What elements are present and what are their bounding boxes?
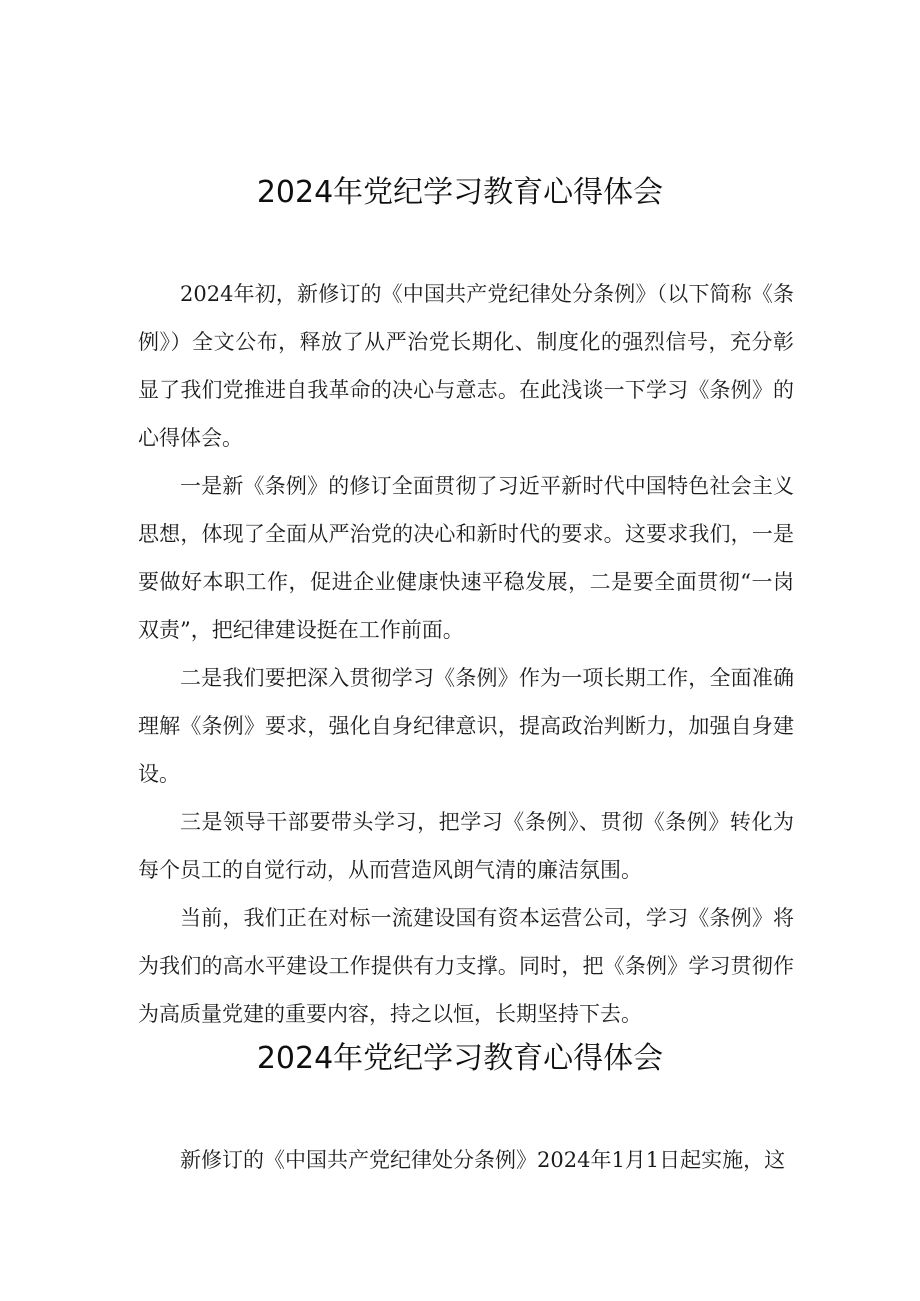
paragraph-intro: 2024年初，新修订的《中国共产党纪律处分条例》（以下简称《条例》）全文公布，释放了从严治党长期化、制度化的强烈信号，充分彰显了我们党推进自我革命的决心与意志。在此浅谈一下学习《条例》的心得体会。 (138, 282, 794, 450)
paragraph-point-three: 三是领导干部要带头学习，把学习《条例》、贯彻《条例》转化为每个员工的自觉行动，从而营造风朗气清的廉洁氛围。 (138, 810, 794, 882)
document-title: 2024年党纪学习教育心得体会 (256, 175, 664, 210)
paragraph-second-intro: 新修订的《中国共产党纪律处分条例》2024年1月1日起实施，这 (180, 1148, 786, 1172)
paragraph-conclusion: 当前，我们正在对标一流建设国有资本运营公司，学习《条例》将为我们的高水平建设工作提供有力支撑。同时，把《条例》学习贯彻作为高质量党建的重要内容，持之以恒，长期坚持下去。 (138, 906, 794, 1026)
second-document-title: 2024年党纪学习教育心得体会 (256, 1041, 664, 1076)
document-body (138, 270, 794, 1038)
paragraph-point-one: 一是新《条例》的修订全面贯彻了习近平新时代中国特色社会主义思想，体现了全面从严治党的决心和新时代的要求。这要求我们，一是要做好本职工作，促进企业健康快速平稳发展，二是要全面贯彻“一岗双责”，把纪律建设挺在工作前面。 (138, 474, 794, 642)
second-document-body (138, 1136, 794, 1184)
paragraph-point-two: 二是我们要把深入贯彻学习《条例》作为一项长期工作，全面准确理解《条例》要求，强化自身纪律意识，提高政治判断力，加强自身建设。 (138, 666, 794, 786)
